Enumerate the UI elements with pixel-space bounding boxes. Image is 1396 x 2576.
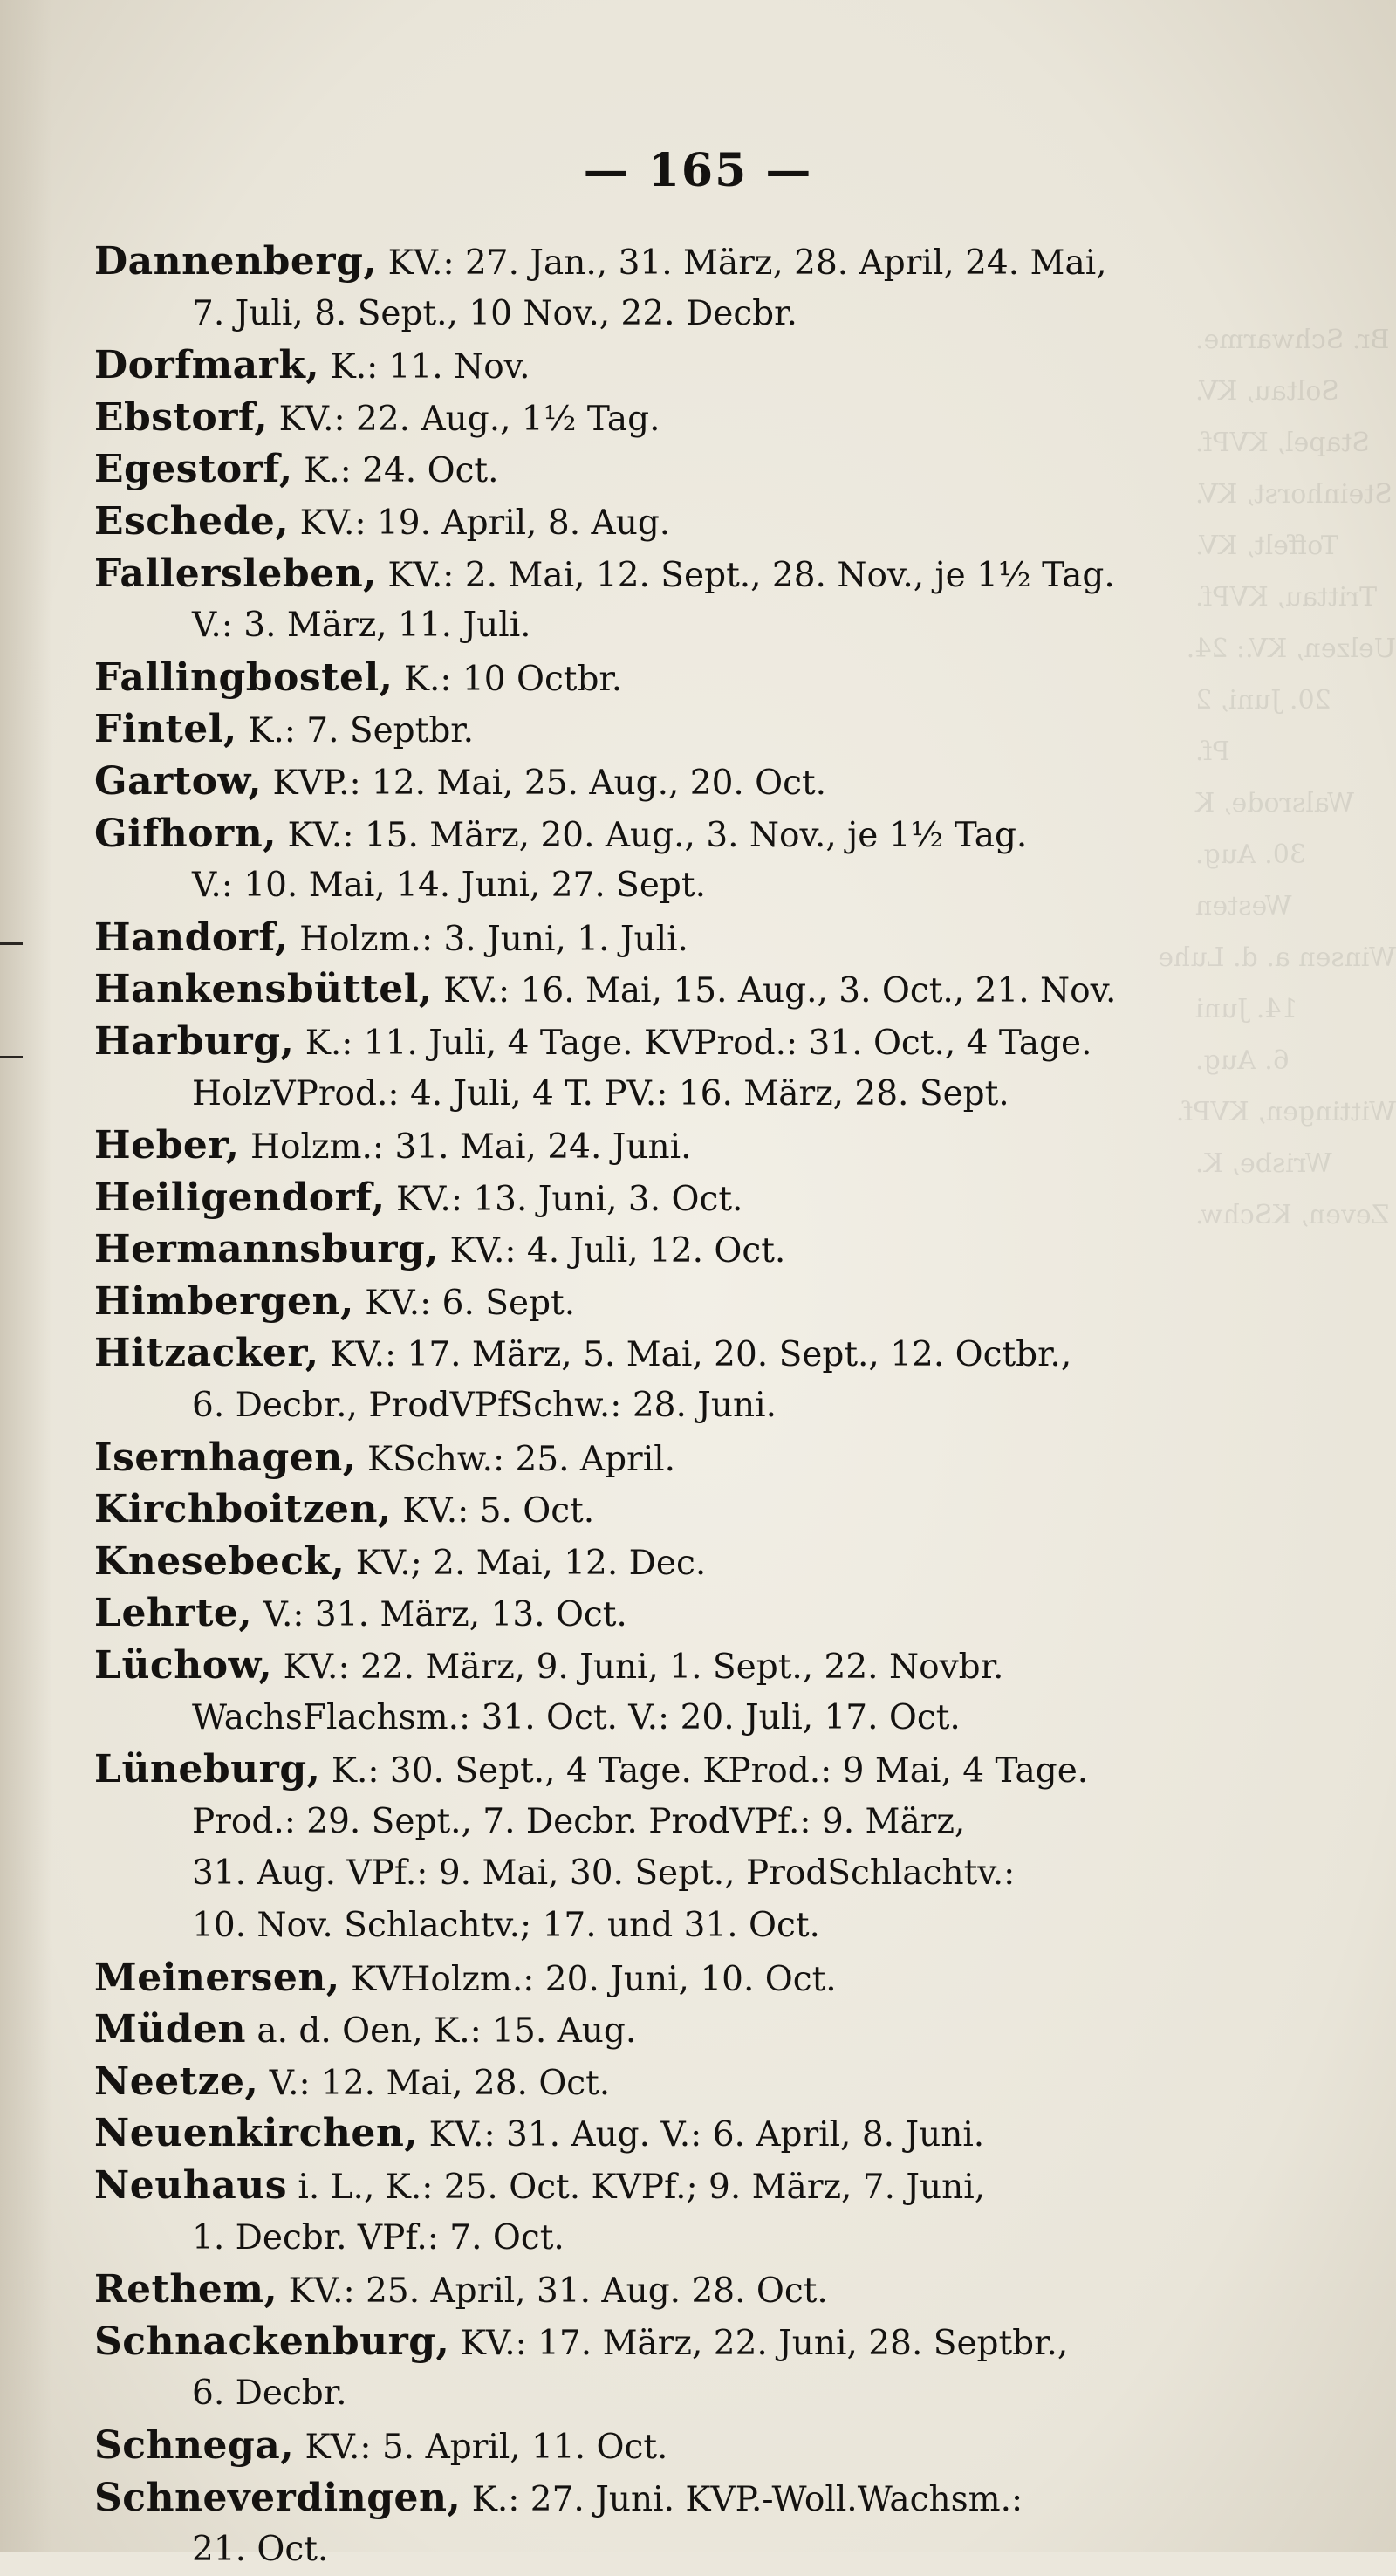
market-dates: V.: 3. März, 11. Juli.: [192, 606, 531, 646]
market-dates: K.: 10 Octbr.: [403, 659, 623, 699]
market-dates: WachsFlachsm.: 31. Oct. V.: 20. Juli, 17. Oct.: [192, 1697, 961, 1737]
market-dates: KV.: 17. März, 22. Juni, 28. Septbr.,: [460, 2323, 1069, 2363]
entry-fallersleben: [94, 548, 1333, 652]
entry-first-line: [94, 2056, 1333, 2108]
market-dates: HolzVProd.: 4. Juli, 4 T. PV.: 16. März, 28. Sept.: [192, 1073, 1009, 1113]
entry-first-line: [94, 1744, 1333, 1796]
market-dates: K.: 7. Septbr.: [248, 711, 475, 751]
entry-luechow: [94, 1640, 1333, 1744]
market-listing: [94, 236, 1333, 2576]
place-name: Lüneburg,: [94, 1747, 321, 1792]
place-name: Kirchboitzen,: [94, 1487, 392, 1532]
place-name: Neuenkirchen,: [94, 2111, 419, 2156]
entry-meinersen: [94, 1952, 1333, 2004]
place-name: Fintel,: [94, 707, 237, 752]
entry-harburg: [94, 1016, 1333, 1120]
place-name: Schnega,: [94, 2422, 295, 2468]
entry-first-line: [94, 1536, 1333, 1588]
market-dates: 31. Aug. VPf.: 9. Mai, 30. Sept., ProdSchlachtv.:: [192, 1853, 1016, 1894]
page-number: — 165 —: [583, 144, 813, 197]
place-name: Himbergen,: [94, 1278, 354, 1324]
page-gutter-shadow: [0, 0, 52, 2552]
show-through-text: Br. Schwarme. Soltau, KV. Stapel, KVPf. Steinhorst, KV. Toffelt, KV. Trittau, KVPf. Uelzen, KV.: 24. 20. Juni, 2 Pf. Walsrode, K 30. Aug. Westen Winsen a. d. Luhe 14. Juni 6. Aug. Wittingen, KVPf. Wrisbe, K. Zeven, KSchw.: [1158, 325, 1396, 1230]
entry-continuation-line: [94, 1068, 1333, 1120]
market-dates: 7. Juli, 8. Sept., 10 Nov., 22. Decbr.: [192, 293, 797, 333]
entry-first-line: [94, 808, 1333, 860]
market-dates: a. d. Oen, K.: 15. Aug.: [257, 2011, 637, 2052]
market-dates: KV.: 15. März, 20. Aug., 3. Nov., je 1½ Tag.: [287, 815, 1028, 855]
entry-himbergen: [94, 1276, 1333, 1328]
place-name: Hankensbüttel,: [94, 967, 433, 1012]
entry-first-line: [94, 1952, 1333, 2004]
place-name: Schneverdingen,: [94, 2475, 462, 2520]
place-name: Dorfmark,: [94, 343, 320, 388]
market-dates: KVP.: 12. Mai, 25. Aug., 20. Oct.: [272, 763, 827, 803]
market-dates: KV.: 5. Oct.: [402, 1491, 595, 1531]
market-dates: KVHolzm.: 20. Juni, 10. Oct.: [351, 1959, 837, 1999]
entry-first-line: [94, 1016, 1333, 1068]
entry-schnackenburg: [94, 2316, 1333, 2420]
entry-lehrte: [94, 1587, 1333, 1640]
place-name: Handorf,: [94, 915, 289, 960]
entry-kirchboitzen: [94, 1483, 1333, 1536]
entry-egestorf: [94, 443, 1333, 496]
entry-first-line: [94, 2264, 1333, 2316]
entry-neuenkirchen: [94, 2107, 1333, 2160]
market-dates: K.: 11. Juli, 4 Tage. KVProd.: 31. Oct., 4 Tage.: [305, 1023, 1092, 1063]
entry-continuation-line: [94, 2212, 1333, 2264]
market-dates: K.: 11. Nov.: [330, 347, 530, 387]
entry-first-line: [94, 339, 1333, 392]
entry-first-line: [94, 1640, 1333, 1692]
place-name: Neetze,: [94, 2059, 259, 2104]
entry-first-line: [94, 496, 1333, 548]
entry-first-line: [94, 652, 1333, 704]
entry-first-line: [94, 236, 1333, 288]
place-name: Knesebeck,: [94, 1538, 346, 1584]
entry-fallingbostel: [94, 652, 1333, 704]
entry-first-line: [94, 2004, 1333, 2056]
entry-continuation-line: [94, 1380, 1333, 1432]
entry-neuhaus: [94, 2160, 1333, 2264]
entry-first-line: [94, 2420, 1333, 2472]
entry-first-line: [94, 1432, 1333, 1484]
market-dates: KV.: 13. Juni, 3. Oct.: [395, 1179, 743, 1219]
market-dates: 10. Nov. Schlachtv.; 17. und 31. Oct.: [192, 1906, 820, 1945]
market-dates: KV.: 22. Aug., 1½ Tag.: [278, 399, 660, 439]
entry-schnega: [94, 2420, 1333, 2472]
entry-first-line: [94, 963, 1333, 1016]
entry-gifhorn: [94, 808, 1333, 912]
market-dates: KV.: 22. März, 9. Juni, 1. Sept., 22. Novbr.: [283, 1648, 1004, 1688]
place-name: Gartow,: [94, 758, 263, 804]
margin-mark: [0, 1056, 23, 1058]
place-name: Müden: [94, 2007, 246, 2052]
entry-hitzacker: [94, 1327, 1333, 1431]
entry-first-line: [94, 2316, 1333, 2368]
entry-first-line: [94, 1327, 1333, 1380]
market-dates: KV.: 25. April, 31. Aug. 28. Oct.: [288, 2271, 828, 2312]
market-dates: K.: 24. Oct.: [304, 451, 499, 491]
place-name: Lehrte,: [94, 1591, 253, 1636]
entry-continuation-line: [94, 1847, 1333, 1900]
market-dates: V.: 10. Mai, 14. Juni, 27. Sept.: [192, 866, 706, 906]
market-dates: i. L., K.: 25. Oct. KVPf.; 9. März, 7. Juni,: [298, 2167, 986, 2207]
entry-lueneburg: [94, 1744, 1333, 1951]
place-name: Ebstorf,: [94, 394, 269, 440]
market-dates: KV.: 27. Jan., 31. März, 28. April, 24. Mai,: [387, 243, 1107, 283]
entry-first-line: [94, 1120, 1333, 1172]
entry-handorf: [94, 912, 1333, 964]
market-dates: 21. Oct.: [192, 2530, 329, 2570]
market-dates: K.: 30. Sept., 4 Tage. KProd.: 9 Mai, 4 Tage.: [331, 1751, 1089, 1792]
entry-continuation-line: [94, 1692, 1333, 1744]
market-dates: V.: 31. März, 13. Oct.: [263, 1595, 627, 1635]
entry-dorfmark: [94, 339, 1333, 392]
entry-first-line: [94, 2160, 1333, 2212]
place-name: Neuhaus: [94, 2162, 287, 2208]
entry-continuation-line: [94, 860, 1333, 912]
market-dates: KSchw.: 25. April.: [367, 1439, 676, 1479]
market-dates: Holzm.: 3. Juni, 1. Juli.: [299, 919, 688, 959]
place-name: Isernhagen,: [94, 1435, 357, 1480]
entry-first-line: [94, 1276, 1333, 1328]
market-dates: V.: 12. Mai, 28. Oct.: [269, 2063, 611, 2103]
market-dates: 6. Decbr., ProdVPfSchw.: 28. Juni.: [192, 1386, 777, 1426]
place-name: Eschede,: [94, 498, 290, 544]
entry-first-line: [94, 1172, 1333, 1224]
entry-first-line: [94, 392, 1333, 444]
entry-isernhagen: [94, 1432, 1333, 1484]
place-name: Rethem,: [94, 2267, 278, 2312]
entry-continuation-line: [94, 1900, 1333, 1952]
entry-continuation-line: [94, 599, 1333, 652]
market-dates: 1. Decbr. VPf.: 7. Oct.: [192, 2217, 565, 2257]
entry-dannenberg: [94, 236, 1333, 339]
entry-first-line: [94, 548, 1333, 600]
entry-first-line: [94, 703, 1333, 756]
place-name: Heber,: [94, 1123, 240, 1168]
entry-continuation-line: [94, 288, 1333, 340]
place-name: Meinersen,: [94, 1955, 340, 2000]
market-dates: KV.: 4. Juli, 12. Oct.: [449, 1231, 786, 1271]
market-dates: Prod.: 29. Sept., 7. Decbr. ProdVPf.: 9. März,: [192, 1801, 966, 1841]
entry-heiligendorf: [94, 1172, 1333, 1224]
place-name: Harburg,: [94, 1018, 295, 1064]
entry-first-line: [94, 443, 1333, 496]
entry-mueden: [94, 2004, 1333, 2056]
place-name: Schnackenburg,: [94, 2319, 450, 2364]
market-dates: KV.: 5. April, 11. Oct.: [305, 2427, 668, 2467]
market-dates: KV.: 19. April, 8. Aug.: [299, 503, 671, 543]
entry-fintel: [94, 703, 1333, 756]
market-dates: KV.; 2. Mai, 12. Dec.: [355, 1543, 707, 1583]
entry-heber: [94, 1120, 1333, 1172]
entry-first-line: [94, 1223, 1333, 1276]
place-name: Gifhorn,: [94, 811, 277, 856]
place-name: Fallersleben,: [94, 551, 377, 596]
entry-continuation-line: [94, 1796, 1333, 1848]
entry-first-line: [94, 2107, 1333, 2160]
entry-eschede: [94, 496, 1333, 548]
place-name: Lüchow,: [94, 1643, 273, 1689]
place-name: Hitzacker,: [94, 1331, 319, 1376]
entry-continuation-line: [94, 2524, 1333, 2576]
place-name: Dannenberg,: [94, 239, 378, 284]
entry-first-line: [94, 2472, 1333, 2525]
market-dates: Holzm.: 31. Mai, 24. Juni.: [250, 1127, 692, 1168]
market-dates: K.: 27. Juni. KVP.-Woll.Wachsm.:: [471, 2479, 1023, 2519]
market-dates: 6. Decbr.: [192, 2374, 347, 2414]
entry-first-line: [94, 1483, 1333, 1536]
margin-mark: [0, 942, 23, 945]
market-dates: KV.: 17. März, 5. Mai, 20. Sept., 12. Octbr.,: [330, 1335, 1072, 1375]
market-dates: KV.: 31. Aug. V.: 6. April, 8. Juni.: [428, 2115, 985, 2155]
entry-schneverdingen: [94, 2472, 1333, 2576]
place-name: Fallingbostel,: [94, 654, 393, 700]
entry-ebstorf: [94, 392, 1333, 444]
entry-first-line: [94, 1587, 1333, 1640]
market-dates: KV.: 16. Mai, 15. Aug., 3. Oct., 21. Nov.: [443, 971, 1117, 1011]
entry-hermannsburg: [94, 1223, 1333, 1276]
entry-first-line: [94, 756, 1333, 808]
place-name: Heiligendorf,: [94, 1175, 386, 1220]
entry-rethem: [94, 2264, 1333, 2316]
market-dates: KV.: 2. Mai, 12. Sept., 28. Nov., je 1½ Tag.: [387, 555, 1115, 595]
place-name: Hermannsburg,: [94, 1227, 440, 1272]
entry-first-line: [94, 912, 1333, 964]
place-name: Egestorf,: [94, 447, 293, 492]
entry-knesebeck: [94, 1536, 1333, 1588]
market-dates: KV.: 6. Sept.: [365, 1283, 576, 1323]
entry-continuation-line: [94, 2367, 1333, 2420]
entry-neetze: [94, 2056, 1333, 2108]
entry-gartow: [94, 756, 1333, 808]
entry-hankensbuettel: [94, 963, 1333, 1016]
